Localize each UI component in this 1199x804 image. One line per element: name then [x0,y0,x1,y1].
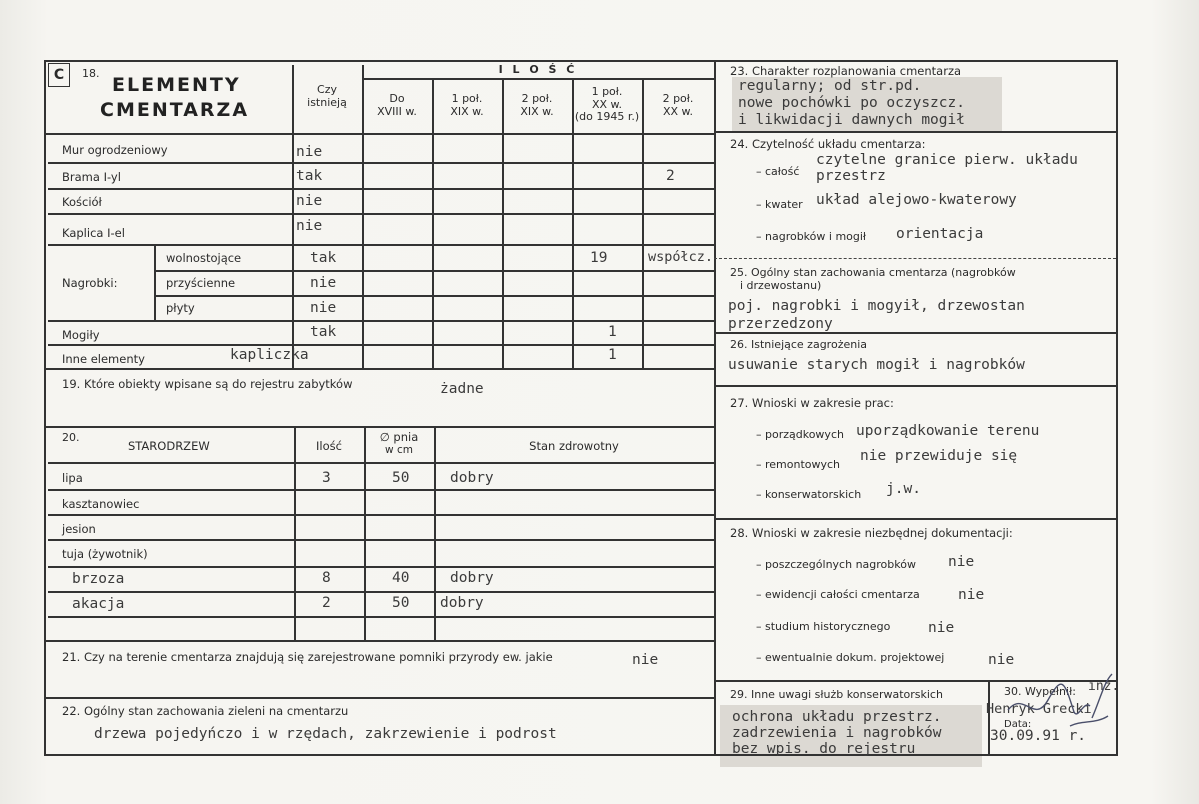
border-top [44,60,1117,62]
row-line-6 [154,295,714,297]
element-label-brama: Brama I-yl [62,170,121,184]
s23-line-2: nowe pochówki po oczyszcz. [738,95,965,111]
s24-nagrobkow-label: – nagrobków i mogił [756,230,867,243]
tree-stan-akacja: dobry [440,595,484,611]
border-right [1116,60,1118,756]
border-bottom [44,754,1117,756]
s24-kwater-value: układ alejowo-kwaterowy [816,192,1017,208]
s28-item-2-value: nie [958,587,985,603]
s27-item-3-value: j.w. [886,481,921,497]
element-value-kaplica: nie [296,218,323,234]
s26-label: 26. Istniejące zagrożenia [730,338,868,351]
s28-item-3-value: nie [928,620,955,636]
tree-name-lipa: lipa [62,471,83,485]
element-count-inne: 1 [608,347,617,363]
element-label-plyty: płyty [166,301,195,315]
s23-line-1: regularny; od str.pd. [738,78,922,94]
s20-number: 20. [62,431,80,444]
element-value-mogily: tak [310,324,337,340]
s23-label: 23. Charakter rozplanowania cmentarza [730,64,962,78]
element-label-mur: Mur ogrodzeniowy [62,143,168,157]
s25-line-2: przerzedzony [728,316,833,332]
tree-pnia-brzoza: 40 [392,570,410,586]
s30-title: inż. [1088,679,1120,694]
s30-data-label: Data: [1004,719,1032,730]
s30-name: Henryk Grecki [986,701,1092,717]
s20-header-bottom [48,462,714,464]
row-line-2 [48,188,714,190]
s27-item-2-value: nie przewiduje się [860,448,1018,464]
element-label-mogily: Mogiły [62,328,100,342]
s20-col-stan-label: Stan zdrowotny [529,439,619,453]
element-count-mogily: 1 [608,324,617,340]
s28-item-1-value: nie [948,554,975,570]
s20-row-2 [48,514,714,516]
border-left [44,60,46,756]
s29-label: 29. Inne uwagi służb konserwatorskich [730,688,943,701]
s28-item-4-label: – ewentualnie dokum. projektowej [756,651,945,664]
element-value-mur: nie [296,144,323,160]
s29-line-1: ochrona układu przestrz. [732,709,942,725]
element-label-przyscienne: przyścienne [166,276,236,290]
tree-name-brzoza: brzoza [72,571,125,587]
element-label-kaplica: Kaplica I-el [62,226,125,240]
element-label-inne: Inne elementy [62,352,145,366]
divider-czy [292,65,294,368]
tree-stan-lipa: dobry [450,470,494,486]
nagrobki-divider [154,244,156,320]
s20-col-ilosc-label: Ilość [316,439,342,453]
element-count-brama: 2 [666,168,675,184]
row-line-3 [48,213,714,215]
s25-line-1: poj. nagrobki i mogyił, drzewostan [728,298,1025,314]
cemetery-record-card [44,60,1119,757]
header-period-3: 2 poł. XIX w. [520,92,554,118]
s26-bottom [714,385,1116,387]
section-code-box: C [48,63,70,87]
s30-label: 30. Wypełnił: [1004,685,1076,698]
element-value-plyty: nie [310,300,337,316]
s24-calosc-value-2: przestrz [816,168,886,184]
ilosc-underline [362,78,714,80]
s28-label: 28. Wnioski w zakresie niezbędnej dokumentacji: [730,526,1013,540]
s23-line-3: i likwidacji dawnych mogił [738,112,965,128]
s18-title-line2: CMENTARZA [100,99,250,121]
s28-item-1-label: – poszczególnych nagrobków [756,558,916,571]
tree-name-jesion: jesion [62,522,96,536]
s18-title-line1: ELEMENTY [112,74,241,96]
element-value-inne: kapliczka [230,347,309,363]
tree-pnia-lipa: 50 [392,470,410,486]
header-period-5: 2 poł. XX w. [662,92,694,118]
s28-item-4-value: nie [988,652,1015,668]
s24-kwater-label: – kwater [756,198,803,211]
s24-calosc-value-1: czytelne granice pierw. układu [816,152,1078,168]
header-ilosc: I L O Ś Ć [498,63,578,76]
s24-nagrobkow-value: orientacja [896,226,984,242]
divider-main [714,60,716,754]
s28-item-3-label: – studium historycznego [756,620,891,633]
header-period-2: 1 poł. XIX w. [450,92,484,118]
tree-ilosc-akacja: 2 [322,595,331,611]
tree-stan-brzoza: dobry [450,570,494,586]
s19-bottom [44,426,714,428]
s21-label: 21. Czy na terenie cmentarza znajdują się zarejestrowane pomniki przyrody ew. jakie [62,650,553,664]
row-line-5 [154,270,714,272]
header-period-1: Do XVIII w. [377,92,417,118]
s26-value: usuwanie starych mogił i nagrobków [728,357,1025,373]
tree-name-akacja: akacja [72,596,125,612]
tree-ilosc-brzoza: 8 [322,570,331,586]
s19-value: żadne [440,381,484,397]
s20-col-pnia [364,426,366,640]
s20-col-stan [434,426,436,640]
signature [1004,670,1116,740]
s20-bottom [44,640,714,642]
s20-title: STARODRZEW [128,439,210,453]
element-extra-wolnostojace: współcz. [648,249,714,265]
s27-bottom [714,518,1116,520]
element-value-kosciol: nie [296,193,323,209]
s25-label: 25. Ogólny stan zachowania cmentarza (nagrobków i drzewostanu) [730,266,1016,292]
s20-row-3 [48,539,714,541]
s29-line-3: bez wpis. do rejestru [732,741,916,757]
nagrobki-label: Nagrobki: [62,276,118,290]
s20-row-4 [48,566,714,568]
row-line-4 [48,244,714,246]
s18-number: 18. [82,67,100,80]
s22-label: 22. Ogólny stan zachowania zieleni na cmentarzu [62,704,349,718]
element-value-przyscienne: nie [310,275,337,291]
divider-p1 [432,79,434,368]
s20-col-pnia-label: ∅ pnia w cm [379,430,419,457]
s27-item-3-label: – konserwatorskich [756,488,862,501]
divider-p4 [642,79,644,368]
row-line-9 [44,368,714,370]
element-count-wolnostojace: 19 [590,250,608,266]
s27-item-1-value: uporządkowanie terenu [856,423,1040,439]
s20-row-5 [48,591,714,593]
s27-item-1-label: – porządkowych [756,428,844,441]
s30-date: 30.09.91 r. [990,728,1087,744]
element-label-wolnostojace: wolnostojące [166,251,242,265]
s20-col-ilosc [294,426,296,640]
s20-row-6 [48,616,714,618]
s21-bottom [44,697,714,699]
element-value-brama: tak [296,168,323,184]
row-line-8 [48,344,714,346]
s20-row-1 [48,489,714,491]
s24-calosc-label: – całość [756,165,800,178]
tree-name-kasztanowiec: kasztanowiec [62,497,140,511]
s22-value: drzewa pojedyńczo i w rzędach, zakrzewienie i podrost [94,726,557,742]
s23-bottom [714,131,1116,133]
s29-line-2: zadrzewienia i nagrobków [732,725,942,741]
s24-bottom [714,258,1116,259]
tree-ilosc-lipa: 3 [322,470,331,486]
element-label-kosciol: Kościół [62,195,102,209]
header-czy: Czy istnieją [307,83,347,109]
s19-label: 19. Które obiekty wpisane są do rejestru zabytków [62,377,353,391]
divider-p2 [502,79,504,368]
s24-label: 24. Czytelność układu cmentarza: [730,137,926,151]
header-bottom [44,133,714,135]
row-line-1 [48,162,714,164]
s27-label: 27. Wnioski w zakresie prac: [730,396,894,410]
element-value-wolnostojace: tak [310,250,337,266]
tree-name-tuja: tuja (żywotnik) [62,547,148,561]
header-period-4: 1 poł. XX w. (do 1945 r.) [574,85,640,124]
s28-item-2-label: – ewidencji całości cmentarza [756,588,920,601]
row-line-7 [48,320,714,322]
s27-item-2-label: – remontowych [756,458,841,471]
tree-pnia-akacja: 50 [392,595,410,611]
s21-value: nie [632,652,659,668]
